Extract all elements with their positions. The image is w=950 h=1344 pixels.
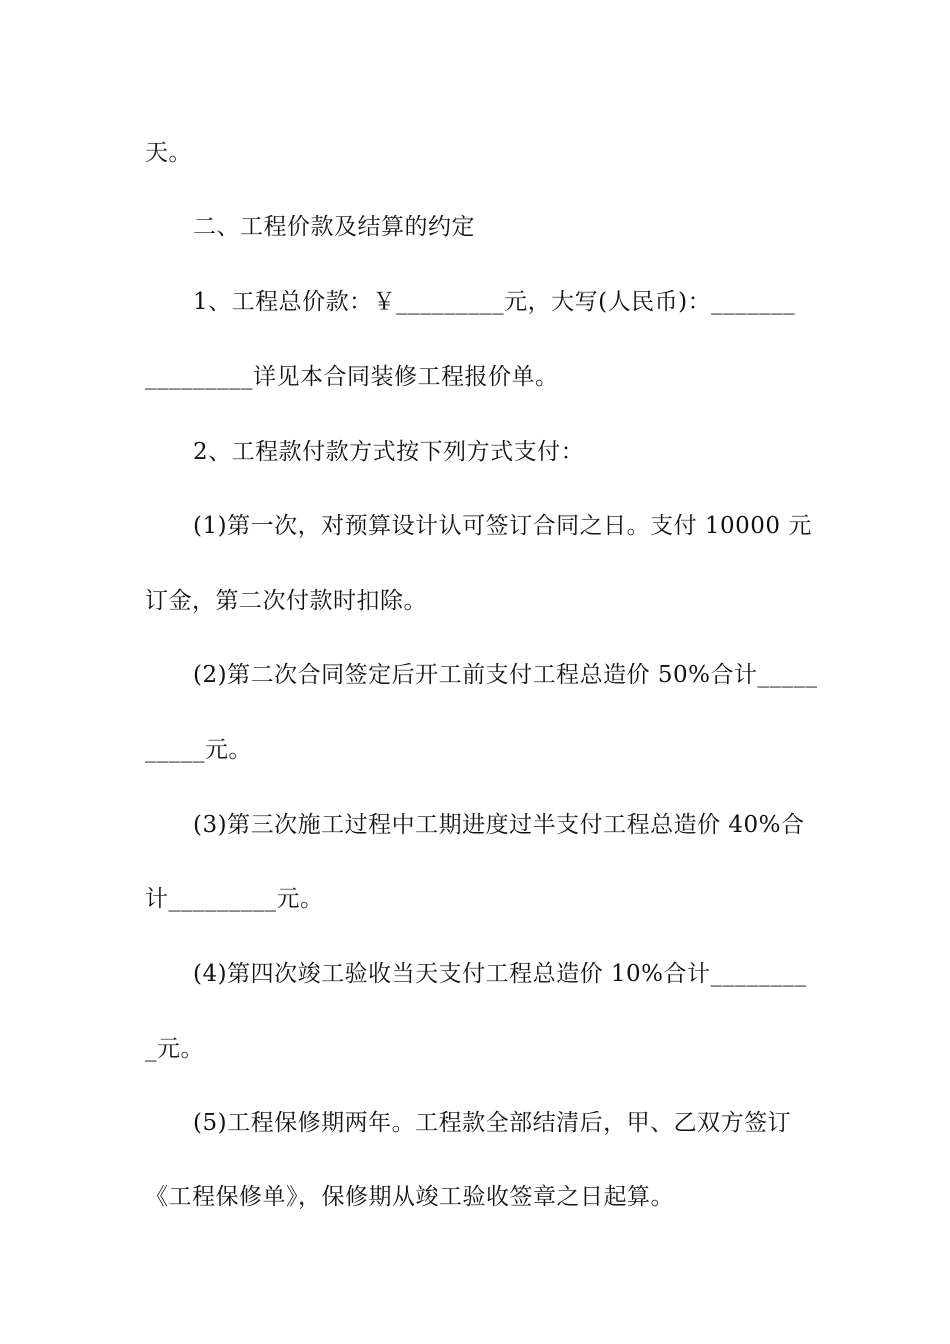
text-line: (3)第三次施工过程中工期进度过半支付工程总造价 40%合 <box>193 812 805 838</box>
text-line: 1、工程总价款：￥_________元，大写(人民币)：_______ <box>193 289 796 315</box>
text-line: (2)第二次合同签定后开工前支付工程总造价 50%合计_____ <box>193 662 818 688</box>
text-line: 计_________元。 <box>145 886 324 912</box>
text-line: (5)工程保修期两年。工程款全部结清后，甲、乙双方签订 <box>193 1110 792 1136</box>
text-line: _________详见本合同装修工程报价单。 <box>145 364 559 390</box>
section-heading: 二、工程价款及结算的约定 <box>193 214 475 240</box>
text-line: 订金，第二次付款时扣除。 <box>145 588 427 614</box>
text-line: (4)第四次竣工验收当天支付工程总造价 10%合计________ <box>193 961 807 987</box>
text-line: _____元。 <box>145 737 252 763</box>
text-line: 2、工程款付款方式按下列方式支付： <box>193 439 585 465</box>
text-line: (1)第一次，对预算设计认可签订合同之日。支付 10000 元 <box>193 513 812 539</box>
text-line: _元。 <box>145 1036 204 1062</box>
text-line: 天。 <box>145 140 192 166</box>
text-line: 《工程保修单》，保修期从竣工验收签章之日起算。 <box>145 1184 674 1210</box>
